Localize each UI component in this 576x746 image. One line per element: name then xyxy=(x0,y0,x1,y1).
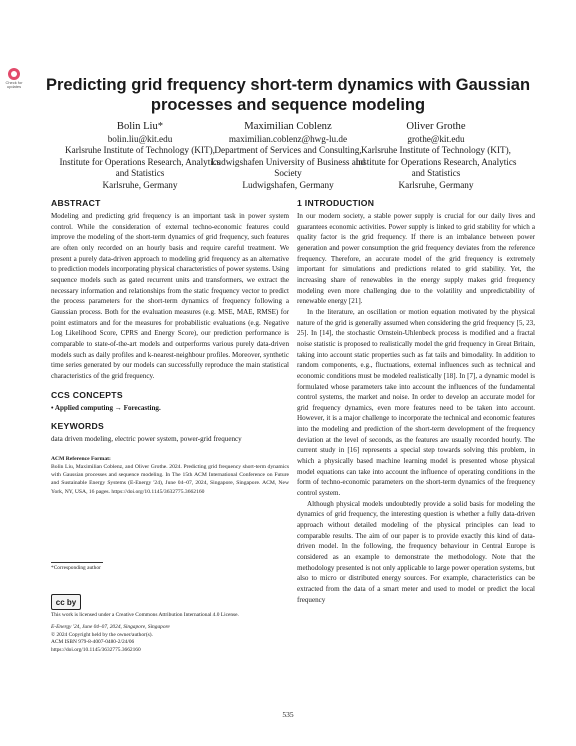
footnote-rule xyxy=(51,562,103,563)
abstract-text: Modeling and predicting grid frequency is an important task in power system control. While the consideration of external techno-economic features could improve the modeling of the short-term dynamics of grid frequency, such features are often only recorded on an hourly basis and require careful treatment. We present a purely data-driven approach to modeling grid frequency as an alternative to prediction models incorporating physical characteristics of power systems. Using sequence models such as gated recurrent units and transformers, we extract the necessary information and relationships from the static frequency vector to predict the process parameters for the short-term dynamics of frequency following a Gaussian process. Both for the evaluation measures (e.g. MSE, MAE, RMSE) for point estimators and for the measures for probabilistic evaluations (e.g. Negative Log Likelihood Score, CPRS and Energy Score), our prediction performance is comparable to state-of-the-art models and outperforms various purely data-driven models such as daily profiles and k-nearest-neighbour profiles. Moreover, synthetic time series generated by our models can successfully reproduce the main statistical characteristics of the grid frequency. xyxy=(51,212,289,380)
acm-reference xyxy=(51,455,289,496)
isbn-text: ACM ISBN 979-8-4007-0480-2/24/06 xyxy=(51,639,135,646)
footnote-area xyxy=(51,562,289,573)
cc-license-icon[interactable]: cc by xyxy=(51,594,81,610)
acm-reference-label: ACM Reference Format: xyxy=(51,455,111,462)
keywords-text: data driven modeling, electric power system, power-grid frequency xyxy=(51,435,242,444)
author-block-2 xyxy=(202,121,374,191)
author-location: Karlsruhe, Germany xyxy=(398,179,474,190)
ccs-heading: CCS CONCEPTS xyxy=(51,389,123,400)
page-number: 535 xyxy=(282,710,294,719)
venue-text: E-Energy '24, June 04–07, 2024, Singapore, Singapore xyxy=(51,623,170,630)
author-name: Oliver Grothe xyxy=(406,121,466,132)
footnote-text: *Corresponding author xyxy=(51,565,101,571)
doi-link[interactable]: https://doi.org/10.1145/3632775.3662160 xyxy=(51,647,141,654)
acm-reference-text: Bolin Liu, Maximilian Coblenz, and Oliver Grothe. 2024. Predicting grid frequency short-term dynamics with Gaussian processes and sequence modeling. In The 15th ACM International Conference on Future and Sustainable Energy Systems (E-Energy '24), June 04–07, 2024, Singapore, Singapore. ACM, New York, NY, USA, 16 pages. https://doi.org/10.1145/3632775.3662160 xyxy=(51,464,289,495)
crossmark-icon xyxy=(8,68,20,80)
copyright-text: © 2024 Copyright held by the owner/author(s). xyxy=(51,631,153,638)
intro-paragraph-3: Although physical models undoubtedly provide a solid basis for modeling the dynamics of grid frequency, the interesting question is whether a fully data-driven approach without detailed modeling of the physical principles can lead to comparable results. The aim of our paper is to provide exactly this kind of data-driven model. In the following, the frequency behaviour in Central Europe is considered as an example to demonstrate the methodology. Note that the methodology presented is not only applicable to large power operation systems, but also to micro or distributed energy sources. For example, characteristics can be extracted from the data of a smart meter and used to model or predict the local frequency xyxy=(297,499,535,604)
intro-paragraph-2: In the literature, an oscillation or motion equation motivated by the physical nature of the grid is generally assumed when considering the grid frequency [5, 23, 25]. In [14], the stochastic Ornstein-Uhlenbeck process is modified and a fractal noise statistic is proposed to realistically model the grid frequency in Great Britain, taking into account static properties such as fat tails and bimodality. In addition to random components, e.g., fluctuations, external influences such as technical and economic conditions must be modeled realistically [18]. In [7], a dynamic model is formulated whose parameters take into account the influences of the fundamental control systems, the market and noise. In order to develop an accurate model for grid frequency dynamics, even more features need to be taken into account. However, it is a major challenge to incorporate the technical and economic features into the modeling and prediction of the short-term development of the frequency deviation at the level of seconds, as the features are usually recorded hourly. The current study in [16] represents a special step towards solving this problem, in which a physically based machine learning model is presented whose physical model equations can take into account the influence of operating conditions in the form of techno-economic parameters on the short-term dynamics of the frequency control system. xyxy=(297,307,535,498)
license-block xyxy=(51,594,289,655)
intro-paragraph-1: In our modern society, a stable power supply is crucial for our daily lives and guarantees economic activities. Power supply is linked to grid stability for which a quality factor is the grid frequency. If there is an imbalance between power generation and power consumption the grid frequency deviates from the reference frequency. Therefore, an accurate model of the grid frequency is extremely important for simulations and predictions related to grid stability. Yet, the increasing share of renewables in the energy supply makes grid frequency modeling even more challenging due to the volatility and unpredictability of renewable energy [21]. xyxy=(297,212,535,306)
badge-label: Check for updates xyxy=(5,80,23,89)
author-affiliation: Department of Services and Consulting, Ludwigshafen University of Business and Society xyxy=(210,145,366,179)
author-name: Maximilian Coblenz xyxy=(244,121,332,132)
right-column xyxy=(297,198,535,605)
abstract-heading: ABSTRACT xyxy=(51,198,101,208)
paper-title: Predicting grid frequency short-term dynamics with Gaussian processes and sequence modeling xyxy=(45,76,531,114)
author-email[interactable]: maximilian.coblenz@hwg-lu.de xyxy=(228,133,348,144)
author-location: Karlsruhe, Germany xyxy=(102,179,178,190)
author-name: Bolin Liu* xyxy=(116,121,164,132)
author-block-3 xyxy=(350,121,522,191)
author-affiliation: Karlsruhe Institute of Technology (KIT), Institute for Operations Research, Analytics and Statistics xyxy=(355,145,517,179)
author-email[interactable]: bolin.liu@kit.edu xyxy=(107,133,173,144)
license-text: This work is licensed under a Creative Commons Attribution International 4.0 License. xyxy=(51,612,239,618)
author-email[interactable]: grothe@kit.edu xyxy=(407,133,465,144)
keywords-heading: KEYWORDS xyxy=(51,421,105,432)
author-affiliation: Karlsruhe Institute of Technology (KIT), Institute for Operations Research, Analytics and Statistics xyxy=(59,145,221,179)
author-location: Ludwigshafen, Germany xyxy=(242,179,334,190)
check-for-updates-badge[interactable] xyxy=(3,68,25,90)
ccs-text: • Applied computing → Forecasting. xyxy=(51,403,161,412)
left-column xyxy=(51,198,289,496)
introduction-heading: 1 INTRODUCTION xyxy=(297,198,375,208)
author-block-1 xyxy=(54,121,226,191)
